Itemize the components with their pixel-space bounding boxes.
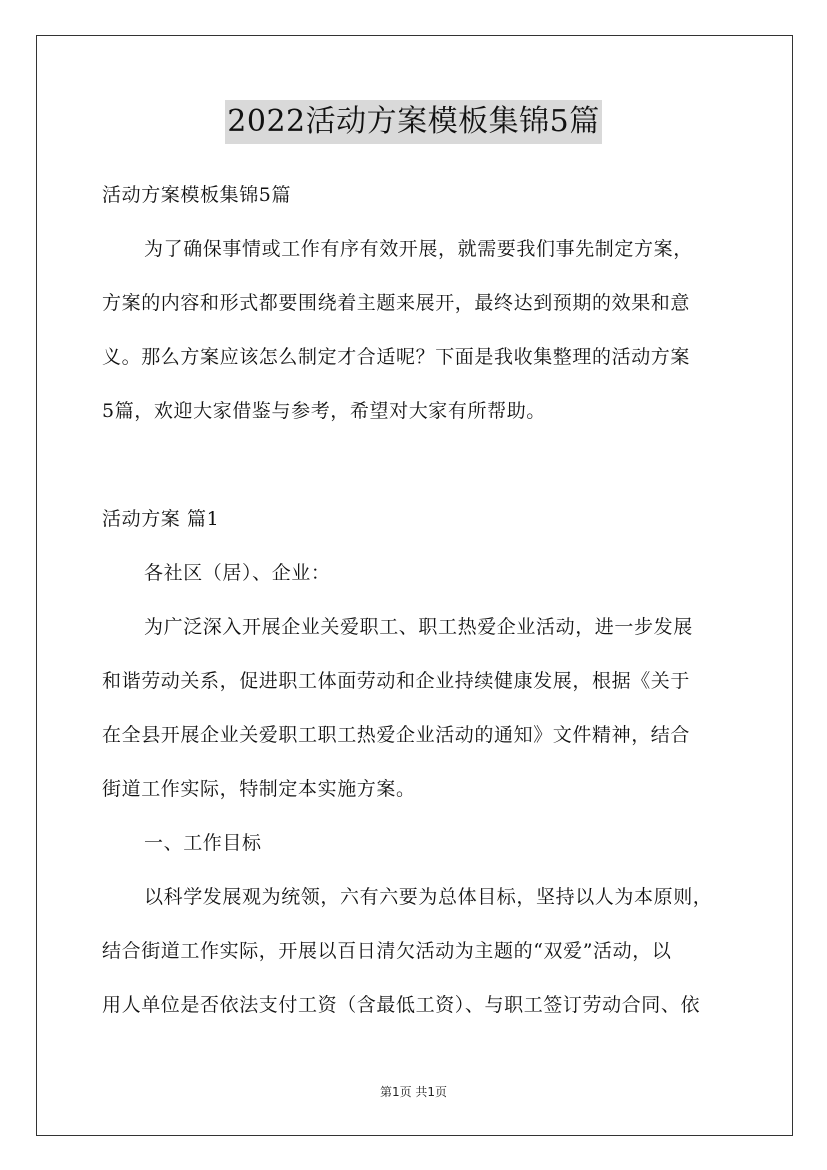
- document-title: 2022活动方案模板集锦5篇: [225, 100, 601, 144]
- item-heading: 一、工作目标: [144, 832, 262, 854]
- intro-line-4: 5篇，欢迎大家借鉴与参考，希望对大家有所帮助。: [102, 400, 546, 422]
- intro-line-3: 义。那么方案应该怎么制定才合适呢？下面是我收集整理的活动方案: [102, 346, 691, 368]
- title-container: [0, 100, 827, 144]
- salutation: 各社区（居）、企业：: [144, 562, 331, 584]
- body-line-3: 在全县开展企业关爱职工职工热爱企业活动的通知》文件精神，结合: [102, 724, 691, 746]
- intro-line-1: 为了确保事情或工作有序有效开展，就需要我们事先制定方案，: [144, 238, 693, 260]
- body-line-4: 街道工作实际，特制定本实施方案。: [102, 778, 416, 800]
- intro-line-2: 方案的内容和形式都要围绕着主题来展开，最终达到预期的效果和意: [102, 292, 691, 314]
- section-heading: 活动方案 篇1: [102, 508, 220, 530]
- body-line-2: 和谐劳动关系，促进职工体面劳动和企业持续健康发展，根据《关于: [102, 670, 691, 692]
- page-footer: 第1页 共1页: [379, 1085, 448, 1099]
- body-line-1: 为广泛深入开展企业关爱职工、职工热爱企业活动，进一步发展: [144, 616, 693, 638]
- goal-line-3: 用人单位是否依法支付工资（含最低工资）、与职工签订劳动合同、依: [102, 994, 701, 1016]
- document-subtitle: 活动方案模板集锦5篇: [102, 184, 292, 206]
- goal-line-2: 结合街道工作实际，开展以百日清欠活动为主题的“双爱”活动，以: [102, 940, 672, 962]
- goal-line-1: 以科学发展观为统领，六有六要为总体目标，坚持以人为本原则，: [144, 886, 713, 908]
